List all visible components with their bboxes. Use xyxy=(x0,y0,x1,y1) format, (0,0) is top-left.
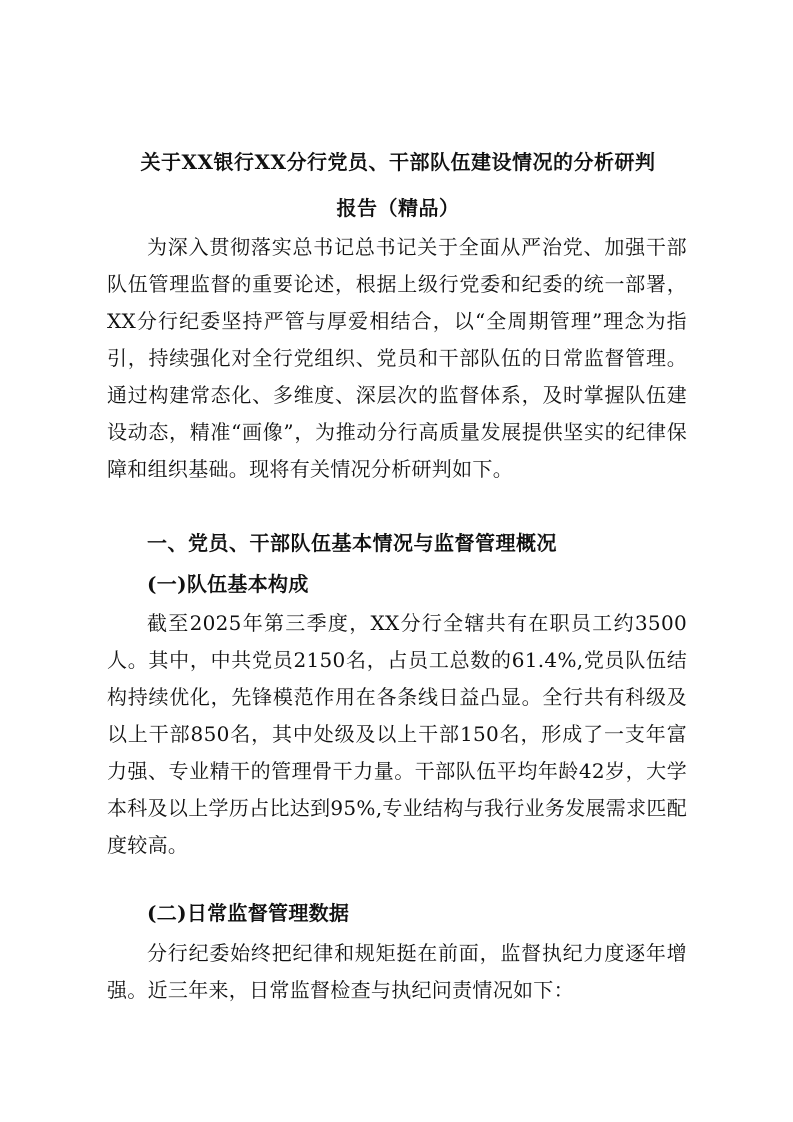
intro-paragraph: 为深入贯彻落实总书记总书记关于全面从严治党、加强干部队伍管理监督的重要论述，根据上级行党委和纪委的统一部署，XX分行纪委坚持严管与厚爱相结合，以“全周期管理”理念为指引，持续强化对全行党组织、党员和干部队伍的日常监督管理。通过构建常态化、多维度、深层次的监督体系，及时掌握队伍建设动态，精准“画像”，为推动分行高质量发展提供坚实的纪律保障和组织基础。现将有关情况分析研判如下。 xyxy=(107,235,687,481)
subsection-1-paragraph: 截至2025年第三季度，XX分行全辖共有在职员工约3500人。其中，中共党员2150名，占员工总数的61.4%,党员队伍结构持续优化，先锋模范作用在各条线日益凸显。全行共有科级及以上干部850名，其中处级及以上干部150名，形成了一支年富力强、专业精干的管理骨干力量。干部队伍平均年龄42岁，大学本科及以上学历占比达到95%,专业结构与我行业务发展需求匹配度较高。 xyxy=(107,611,687,857)
subsection-2-heading: (二)日常监督管理数据 xyxy=(147,901,350,925)
section-1-heading: 一、党员、干部队伍基本情况与监督管理概况 xyxy=(147,531,557,555)
document-title-line-1: 关于XX银行XX分行党员、干部队伍建设情况的分析研判 xyxy=(140,150,656,174)
document-title-line-2: 报告（精品） xyxy=(336,196,460,220)
subsection-2-paragraph: 分行纪委始终把纪律和规矩挺在前面，监督执纪力度逐年增强。近三年来，日常监督检查与执纪问责情况如下： xyxy=(107,941,687,1002)
subsection-1-heading: (一)队伍基本构成 xyxy=(147,572,309,596)
